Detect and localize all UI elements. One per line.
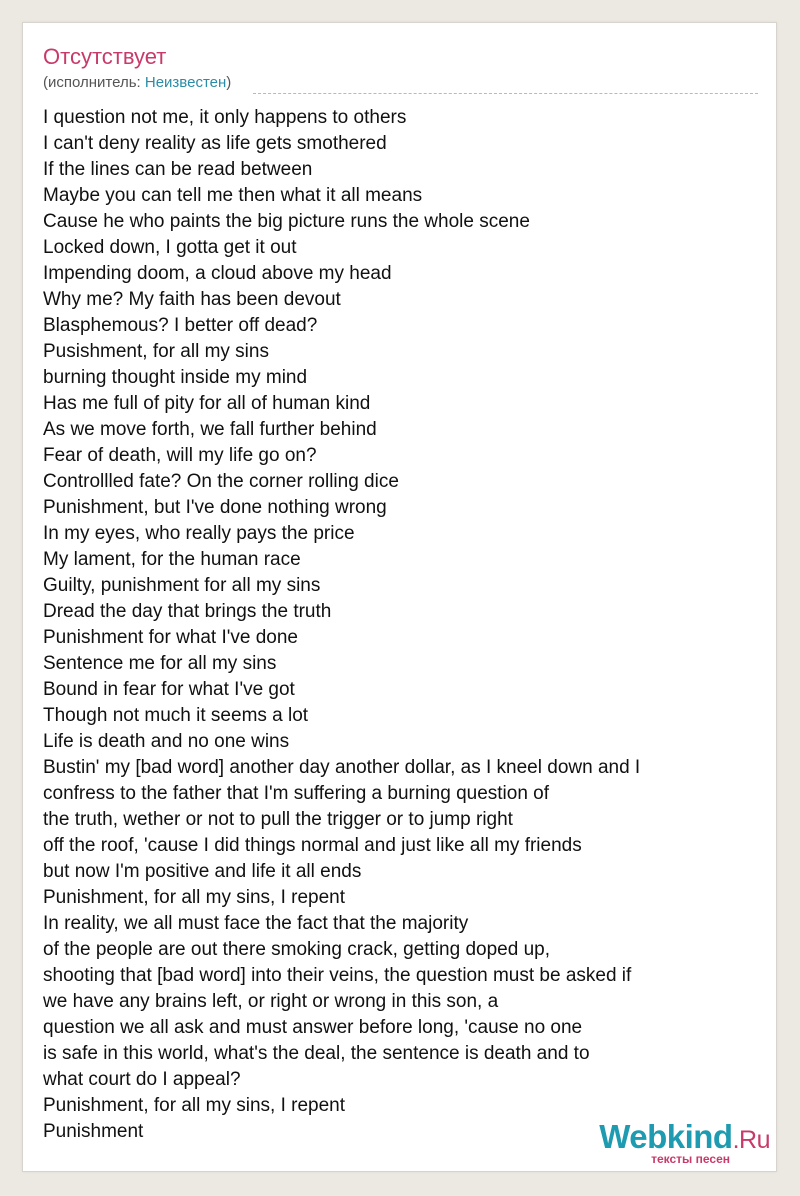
- lyric-line: the truth, wether or not to pull the trigger or to jump right: [43, 809, 513, 830]
- lyric-line: Pusishment, for all my sins: [43, 341, 269, 362]
- lyric-line: Sentence me for all my sins: [43, 653, 277, 674]
- lyric-line: Punishment: [43, 1121, 144, 1142]
- lyric-line: Dread the day that brings the truth: [43, 601, 332, 622]
- lyric-line: but now I'm positive and life it all ends: [43, 861, 362, 882]
- lyric-line: As we move forth, we fall further behind: [43, 419, 377, 440]
- lyric-line: If the lines can be read between: [43, 159, 313, 180]
- lyric-line: Though not much it seems a lot: [43, 705, 309, 726]
- lyric-line: off the roof, 'cause I did things normal and just like all my friends: [43, 835, 582, 856]
- lyric-line: Locked down, I gotta get it out: [43, 237, 297, 258]
- lyric-line: of the people are out there smoking crack, getting doped up,: [43, 939, 550, 960]
- lyric-line: I can't deny reality as life gets smothered: [43, 133, 387, 154]
- lyric-line: is safe in this world, what's the deal, the sentence is death and to: [43, 1043, 590, 1064]
- lyric-line: Punishment, for all my sins, I repent: [43, 1095, 346, 1116]
- lyric-line: question we all ask and must answer before long, 'cause no one: [43, 1017, 583, 1038]
- lyric-line: Fear of death, will my life go on?: [43, 445, 317, 466]
- lyric-line: Has me full of pity for all of human kind: [43, 393, 371, 414]
- lyric-line: I question not me, it only happens to others: [43, 107, 407, 128]
- dashed-divider: [253, 93, 758, 94]
- lyric-line: My lament, for the human race: [43, 549, 301, 570]
- lyric-line: Punishment for what I've done: [43, 627, 298, 648]
- lyric-line: Punishment, but I've done nothing wrong: [43, 497, 387, 518]
- lyric-line: confress to the father that I'm suffering a burning question of: [43, 783, 550, 804]
- lyrics-text: [43, 105, 763, 1145]
- lyric-line: what court do I appeal?: [43, 1069, 241, 1090]
- lyric-line: Cause he who paints the big picture runs the whole scene: [43, 211, 530, 232]
- logo-tld: .Ru: [732, 1126, 770, 1154]
- lyric-line: burning thought inside my mind: [43, 367, 308, 388]
- lyric-line: In reality, we all must face the fact that the majority: [43, 913, 469, 934]
- lyrics-card: [22, 22, 777, 1172]
- lyric-line: Impending doom, a cloud above my head: [43, 263, 392, 284]
- lyric-line: Why me? My faith has been devout: [43, 289, 341, 310]
- artist-prefix: (исполнитель:: [43, 74, 145, 91]
- webkind-logo[interactable]: [599, 1120, 770, 1165]
- lyric-line: Guilty, punishment for all my sins: [43, 575, 321, 596]
- lyric-line: Controllled fate? On the corner rolling dice: [43, 471, 399, 492]
- lyric-line: Maybe you can tell me then what it all means: [43, 185, 423, 206]
- lyric-line: Punishment, for all my sins, I repent: [43, 887, 346, 908]
- lyric-line: Bustin' my [bad word] another day another dollar, as I kneel down and I: [43, 757, 641, 778]
- logo-main-text: Webkind: [599, 1118, 733, 1155]
- lyric-line: Blasphemous? I better off dead?: [43, 315, 318, 336]
- artist-link[interactable]: Неизвестен: [144, 74, 227, 91]
- logo-tagline: тексты песен: [651, 1152, 730, 1166]
- lyric-line: In my eyes, who really pays the price: [43, 523, 355, 544]
- lyric-line: shooting that [bad word] into their veins, the question must be asked if: [43, 965, 632, 986]
- lyric-line: Bound in fear for what I've got: [43, 679, 295, 700]
- artist-line: [43, 73, 231, 93]
- song-title: Отсутствует: [43, 44, 167, 69]
- lyric-line: Life is death and no one wins: [43, 731, 290, 752]
- lyric-line: we have any brains left, or right or wrong in this son, a: [43, 991, 499, 1012]
- artist-suffix: ): [226, 74, 232, 91]
